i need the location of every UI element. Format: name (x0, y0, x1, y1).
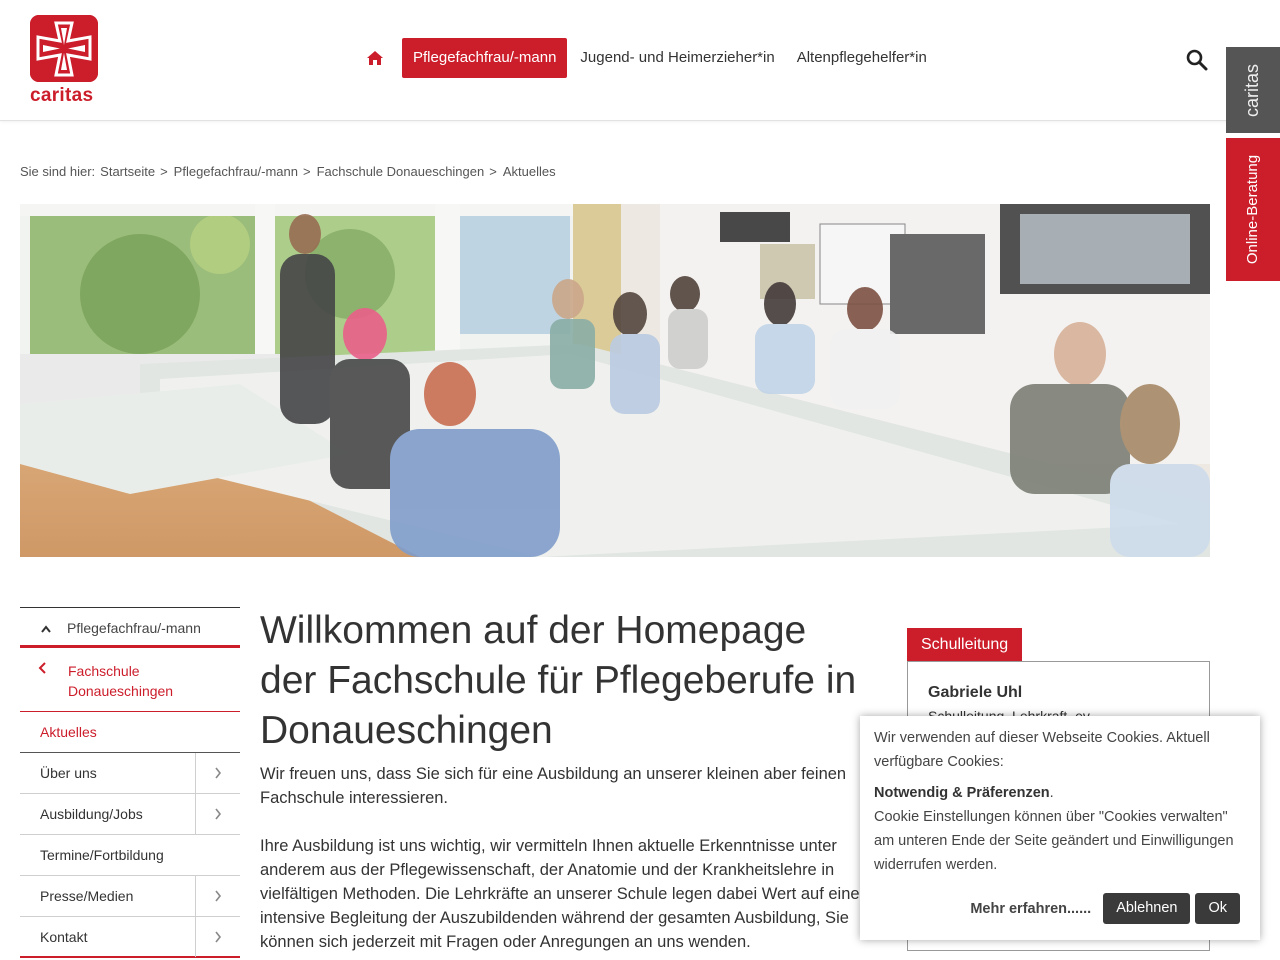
chevron-left-icon (38, 660, 48, 681)
nav-jugend-heimerzieher[interactable]: Jugend- und Heimerzieher*in (580, 49, 775, 66)
subnav-item-ausbildung-jobs[interactable] (20, 794, 240, 835)
breadcrumb-separator: > (160, 164, 168, 179)
chevron-right-icon[interactable] (195, 876, 240, 916)
caritas-cross-icon (30, 15, 98, 82)
intro-paragraph: Wir freuen uns, dass Sie sich für eine Ausbildung an unserer kleinen aber feinen Fachschule interessieren. (260, 765, 847, 807)
hero-classroom-image (20, 204, 1210, 557)
cookie-text-settings: Cookie Einstellungen können über "Cookies verwalten" am unteren Ende der Seite geändert und Einwilligungen widerrufen werden. (874, 809, 1234, 873)
side-tab-caritas[interactable] (1226, 47, 1280, 133)
breadcrumb-prefix: Sie sind hier: (20, 164, 96, 179)
page-title-line2: der Fachschule für Pflegeberufe in (260, 659, 857, 702)
subnav-item-kontakt[interactable] (20, 917, 240, 958)
breadcrumb-separator: > (302, 164, 311, 179)
cookie-actions (970, 893, 1240, 924)
cookie-categories-bold: Notwendig & Präferenzen (874, 785, 1050, 801)
cookie-more-link[interactable]: Mehr erfahren...... (970, 900, 1092, 917)
breadcrumb-item[interactable]: Startseite (100, 164, 156, 179)
contact-box-tab: Schulleitung (907, 628, 1022, 661)
sub-navigation (20, 607, 240, 958)
subnav-current-label-line2: Donaueschingen (68, 683, 174, 699)
cookie-ok-button[interactable]: Ok (1195, 893, 1240, 924)
subnav-item-label: Presse/Medien (40, 888, 134, 904)
nav-altenpflegehelfer[interactable]: Altenpflegehelfer*in (796, 49, 927, 66)
subnav-parent-label: Pflegefachfrau/-mann (67, 620, 201, 636)
breadcrumb-separator: > (489, 164, 497, 179)
subnav-item-termine-fortbildung[interactable] (20, 835, 240, 876)
subnav-current-label-line1: Fachschule (68, 663, 140, 679)
breadcrumb-item[interactable]: Pflegefachfrau/-mann (173, 164, 298, 179)
subnav-item-ueber-uns[interactable] (20, 753, 240, 794)
logo-text: caritas (30, 85, 94, 106)
subnav-item-label: Termine/Fortbildung (40, 847, 164, 863)
subnav-current-fachschule[interactable] (20, 648, 240, 712)
cookie-banner (860, 716, 1260, 940)
subnav-item-label: Kontakt (40, 929, 88, 945)
main-nav (360, 38, 938, 78)
body-paragraph: Ihre Ausbildung ist uns wichtig, wir vermitteln Ihnen aktuelle Erkenntnisse unter anderem aus der Pflegewissenschaft, der Anatomie und der Krankheitslehre in vielfältigen Methoden. Die Lehrkräfte an unserer Schule legen dabei Wert auf eine intensive Begleitung der Auszubildenden während der gesamten Ausbildung, Sie können sich jederzeit mit Fragen oder Anregungen an uns wenden. (260, 837, 860, 951)
main-content (260, 606, 872, 960)
subnav-item-label: Über uns (40, 765, 97, 781)
side-tab-caritas-label: caritas (1242, 63, 1263, 117)
chevron-right-icon[interactable] (195, 753, 240, 793)
contact-name: Gabriele Uhl (928, 684, 1023, 701)
subnav-item-label: Ausbildung/Jobs (40, 806, 143, 822)
nav-pflegefachfrau[interactable]: Pflegefachfrau/-mann (402, 38, 567, 78)
page-title (260, 606, 872, 756)
subnav-parent-pflegefachfrau[interactable] (20, 607, 240, 648)
cookie-categories (874, 781, 1246, 805)
breadcrumb (20, 164, 561, 179)
caritas-logo[interactable] (30, 15, 100, 107)
home-icon[interactable] (360, 38, 390, 78)
chevron-right-icon[interactable] (195, 794, 240, 834)
cookie-categories-suffix: . (1049, 785, 1054, 801)
side-tab-online-label: Online-Beratung (1244, 154, 1262, 265)
cookie-decline-button[interactable]: Ablehnen (1103, 893, 1190, 924)
breadcrumb-item[interactable]: Fachschule Donaueschingen (316, 164, 485, 179)
subnav-item-aktuelles[interactable] (20, 712, 240, 753)
side-tab-online-beratung[interactable] (1226, 138, 1280, 281)
chevron-right-icon[interactable] (195, 917, 240, 957)
site-header (0, 0, 1280, 121)
subnav-item-label: Aktuelles (40, 724, 97, 740)
search-icon[interactable] (1186, 49, 1208, 71)
cookie-text-intro: Wir verwenden auf dieser Webseite Cookies. Aktuell verfügbare Cookies: (874, 730, 1210, 770)
page-title-line3: Donaueschingen (260, 709, 553, 752)
breadcrumb-item[interactable]: Aktuelles (502, 164, 556, 179)
page-title-line1: Willkommen auf der Homepage (260, 609, 807, 652)
subnav-item-presse-medien[interactable] (20, 876, 240, 917)
